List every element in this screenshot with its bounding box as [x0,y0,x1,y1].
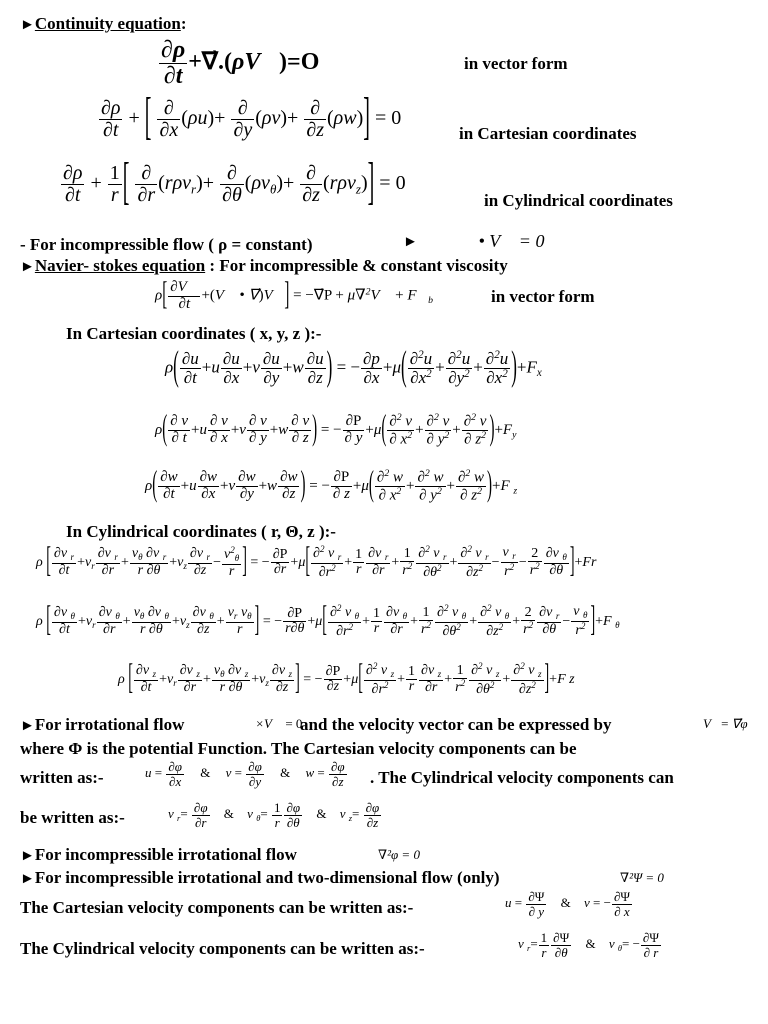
incompressible-arrow: ► [403,234,418,250]
potential-vector-equation: V⃗= ∇⃗φ [703,716,748,731]
bullet-arrow: ► [20,17,35,33]
navier-cylindrical-theta-equation: ρ [ $\frac{\partial v _\theta}{\partial t}$ $+v_r$ $\frac{\partial v _\theta}{\partial r}$ + $\frac{v_\theta \partial v _\theta}{r \partial\theta}$ $+v_z$ $\frac{\partial v _\theta}{\partial z}$ + $\frac{v_r v_\theta}{r}$ ] = − $\frac{\partial P}{r\partial\theta}$ +μ[ $\frac{\partial^2 v _\theta}{\partial r^2}$ + $\frac{1}{r}$ $\frac{\partial v _\theta}{\partial r}$ + $\frac{1}{r^2}$ $\frac{\partial^2 v _\theta}{\partial\theta^2}$ + $\frac{\partial^2 v _\theta}{\partial z^2}$ + $\frac{2}{r^2}$ $\frac{\partial v _r}{\partial\theta}$ − $\frac{v _\theta}{r^2}$ ]+F $_\theta$ [36,601,620,641]
cartesian-heading: In Cartesian coordinates ( x, y, z ):- [66,324,322,343]
irrotational-line-3a: written as:- [20,768,104,787]
continuity-heading-line [20,14,186,34]
navier-cartesian-x-equation: ρ( $\frac{\partial u}{\partial t}$ +u $\frac{\partial u}{\partial x}$ +v $\frac{\partial u}{\partial y}$ +w $\frac{\partial u}{\partial z}$ ) = − $\frac{\partial p}{\partial x}$ +μ( $\frac{\partial^2u}{\partial x^2}$ + $\frac{\partial^2u}{\partial y^2}$ + $\frac{\partial^2u}{\partial x^2}$ )$+F_x$ [165,343,542,389]
continuity-cartesian-label: in Cartesian coordinates [459,124,637,143]
stream-cartesian-equations: u = $\frac{\partial\Psi}{\partial y}$ & v = − $\frac{\partial\Psi}{\partial x}$ [505,889,630,919]
navier-cylindrical-z-equation: ρ [ $\frac{\partial v _z}{\partial t}$ $+v_r$ $\frac{\partial v _z}{\partial r}$ + $\frac{v_\theta \partial v _z}{r \partial\theta}$ $+v_z$ $\frac{\partial v _z}{\partial z}$ ] = − $\frac{\partial P}{\partial z}$ +μ[ $\frac{\partial^2 v _z}{\partial r^2}$ + $\frac{1}{r}$ $\frac{\partial v _z}{\partial r}$ + $\frac{1}{r^2}$ $\frac{\partial^2 v _z}{\partial\theta^2}$ + $\frac{\partial^2 v _z}{\partial z^2}$ ]+F z [118,659,575,699]
continuity-cylindrical-equation: $\frac{\partial\rho}{\partial t}$ + $\frac{1}{r}$ [ $\frac{\partial}{\partial r}$ (rρv$_r$)+ $\frac{\partial}{\partial\theta}$ $(\rho v_\theta)+$ $\frac{\partial}{\partial z}$ (rρv$_z$)] = 0 [63,153,406,211]
bullet-arrow: ► [20,718,35,734]
bullet-arrow: ► [20,871,35,887]
stream-cartesian-text: The Cartesian velocity components can be written as:- [20,898,414,917]
navier-cartesian-z-equation: ρ( $\frac{\partial w}{\partial t}$ +u $\frac{\partial w}{\partial x}$ +v $\frac{\partial w}{\partial y}$ +w $\frac{\partial w}{\partial z}$ ) = − $\frac{\partial P}{\partial z}$ +μ( $\frac{\partial^2 w}{\partial x^2}$ + $\frac{\partial^2 w}{\partial y^2}$ + $\frac{\partial^2 w}{\partial z^2}$ )+F $_z$ [145,466,518,505]
two-dimensional-line [20,868,500,888]
stream-cylindrical-equations: v $_r$= $\frac{1}{r}$ $\frac{\partial\Psi}{\partial\theta}$ & v $_\theta$= − $\frac{\partial\Psi}{\partial r}$ [518,930,659,960]
irrotational-line-4: be written as:- [20,808,125,827]
navier-heading-rest: : For incompressible & constant viscosity [205,256,508,275]
incompressible-note [20,235,313,255]
ampersand: & [560,895,571,911]
laplace-psi-equation: ∇²Ψ = 0 [620,870,664,885]
navier-heading: Navier- stokes equation [34,256,206,275]
bullet-arrow: ► [20,259,35,275]
continuity-vector-equation: $\frac{\partial\rho}{\partial t}$ +∇⃗.(ρV⃗)=O [161,37,320,90]
navier-vector-label: in vector form [491,287,595,306]
cylindrical-heading: In Cylindrical coordinates ( r, Θ, z ):- [66,522,336,541]
continuity-vector-label: in vector form [464,54,568,73]
ampersand: & [316,806,327,822]
laplace-phi-equation: ∇²φ = 0 [378,847,420,862]
ampersand: & [223,806,234,822]
irrotational-line-1b: and the velocity vector can be expressed by [300,715,612,734]
irrotational-line-2: where Φ is the potential Function. The Cartesian velocity components can be [20,739,577,758]
navier-cylindrical-r-equation: ρ [ $\frac{\partial v _r}{\partial t}$ $+v_r$ $\frac{\partial v _r}{\partial r}$ + $\frac{v_\theta \partial v _r}{r \partial\theta}$ $+v_z$ $\frac{\partial v _r}{\partial z}$ − $\frac{v^2_\theta}{r}$ ] = − $\frac{\partial P}{\partial r}$ +μ[ $\frac{\partial^2 v _r}{\partial r^2}$ + $\frac{1}{r}$ $\frac{\partial v _r}{\partial r}$ + $\frac{1}{r^2}$ $\frac{\partial^2 v _r}{\partial\theta^2}$ + $\frac{\partial^2 v _r}{\partial z^2}$ − $\frac{v _r}{r^2}$ − $\frac{2}{r^2}$ $\frac{\partial v _\theta}{\partial\theta}$ ]+Fr [36,542,597,582]
incompressible-irrotational-label: For incompressible irrotational flow [34,845,297,864]
navier-vector-equation: ρ[ $\frac{\partial V⃗}{\partial t}$ +(V⃗ • ∇⃗)V⃗] = −∇⃗P + μ∇$^2$V⃗ + $F⃗_b$ [155,277,434,313]
heading-colon: : [180,14,187,33]
irrotational-label: For irrotational flow [34,715,185,734]
bullet-arrow: ► [20,848,35,864]
continuity-cylindrical-label: in Cylindrical coordinates [484,191,673,210]
continuity-cartesian-equation: $\frac{\partial\rho}{\partial t}$ + [ $\frac{\partial}{\partial x}$ (ρu)+ $\frac{\partial}{\partial y}$ (ρv)+ $\frac{\partial}{\partial z}$ (ρw)] = 0 [101,88,402,146]
ampersand: & [585,936,596,952]
irrotational-line-1a [20,715,184,735]
irrotational-curl-equation: ∇⃗×V⃗ = 0 [235,716,303,731]
navier-heading-line [20,256,508,276]
ampersand: & [280,765,291,781]
irrotational-line-3b: . The Cylindrical velocity components can [370,768,674,787]
cylindrical-velocity-potential-equations: v $_r$= $\frac{\partial\varphi}{\partial r}$ & v $_\theta$= $\frac{1}{r}$ $\frac{\partial\varphi}{\partial\theta}$ & v $_z$= $\frac{\partial\varphi}{\partial z}$ [168,800,380,830]
incompressible-text: - For incompressible flow ( ρ = constant) [20,235,313,254]
navier-cartesian-y-equation: ρ( $\frac{\partial v}{\partial t}$ +u $\frac{\partial v}{\partial x}$ +v $\frac{\partial v}{\partial y}$ +w $\frac{\partial v}{\partial z}$ ) = − $\frac{\partial P}{\partial y}$ +μ( $\frac{\partial^2 v}{\partial x^2}$ + $\frac{\partial^2 v}{\partial y^2}$ + $\frac{\partial^2 v}{\partial z^2}$ )$+F_y$ [155,410,517,449]
two-dimensional-label: For incompressible irrotational and two-dimensional flow (only) [34,868,500,887]
stream-cylindrical-text: The Cylindrical velocity components can be written as:- [20,939,425,958]
cartesian-velocity-potential-equations: u = $\frac{\partial\varphi}{\partial x}$ & v = $\frac{\partial\varphi}{\partial y}$ & w = $\frac{\partial\varphi}{\partial z}$ [145,759,345,789]
incompressible-irrotational-line [20,845,297,865]
continuity-heading: Continuity equation [34,14,181,33]
ampersand: & [200,765,211,781]
incompressible-equation: ∇⃗ • V⃗ = 0 [446,231,545,251]
